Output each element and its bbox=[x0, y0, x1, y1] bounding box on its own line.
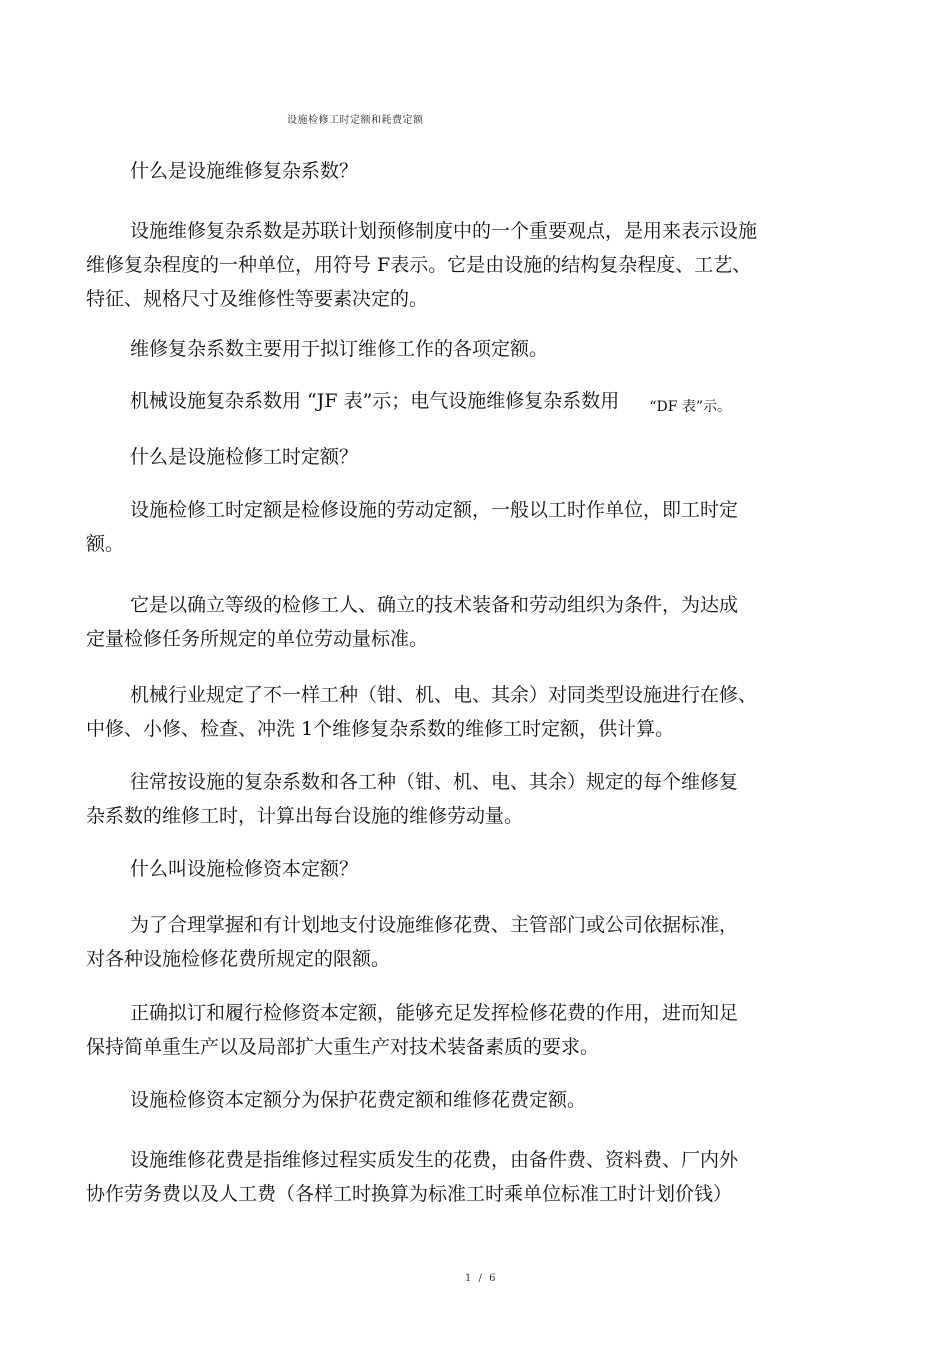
paragraph-maintenance-cost bbox=[86, 1143, 826, 1211]
paragraph-line: 机械行业规定了不一样工种（钳、机、电、其余）对同类型设施进行在修、 bbox=[130, 684, 758, 706]
paragraph-capital-role bbox=[86, 996, 826, 1064]
paragraph-line: 中修、小修、检查、冲洗 1个维修复杂系数的维修工时定额，供计算。 bbox=[86, 718, 675, 740]
paragraph-line: 什么叫设施检修资本定额？ bbox=[130, 858, 359, 880]
paragraph-line: 什么是设施检修工时定额？ bbox=[130, 446, 359, 468]
jf-text: 机械设施复杂系数用 “JF 表”示；电气设施维修复杂系数用 bbox=[130, 390, 620, 412]
paragraph-question-capital bbox=[86, 852, 826, 886]
paragraph-question-complexity bbox=[86, 154, 826, 188]
paragraph-capital-definition bbox=[86, 908, 826, 976]
paragraph-line: 设施维修花费是指维修过程实质发生的花费，由备件费、资料费、厂内外 bbox=[130, 1149, 739, 1171]
paragraph-line: 往常按设施的复杂系数和各工种（钳、机、电、其余）规定的每个维修复 bbox=[130, 771, 739, 793]
paragraph-line: 对各种设施检修花费所规定的限额。 bbox=[86, 948, 391, 970]
paragraph-question-worktime bbox=[86, 440, 826, 474]
paragraph-labor-calculation bbox=[86, 765, 826, 833]
paragraph-worktime-basis bbox=[86, 588, 826, 656]
paragraph-line: 杂系数的维修工时，计算出每台设施的维修劳动量。 bbox=[86, 805, 524, 827]
document-header: 设施检修工时定额和耗费定额 bbox=[287, 115, 424, 126]
page-number: 1 / 6 bbox=[465, 1273, 498, 1284]
paragraph-worktime-definition bbox=[86, 493, 826, 561]
paragraph-complexity-usage bbox=[86, 332, 826, 366]
paragraph-line: 设施检修工时定额是检修设施的劳动定额，一般以工时作单位，即工时定 bbox=[130, 499, 739, 521]
paragraph-complexity-definition bbox=[86, 214, 826, 316]
paragraph-line: 特征、规格尺寸及维修性等要素决定的。 bbox=[86, 288, 429, 310]
paragraph-line: 维修复杂程度的一种单位，用符号 F表示。它是由设施的结构复杂程度、工艺、 bbox=[86, 254, 752, 276]
paragraph-industry-rules bbox=[86, 678, 826, 746]
paragraph-line: 什么是设施维修复杂系数？ bbox=[130, 160, 359, 182]
paragraph-line: 维修复杂系数主要用于拟订维修工作的各项定额。 bbox=[130, 338, 549, 360]
paragraph-line: 保持简单重生产以及局部扩大重生产对技术装备素质的要求。 bbox=[86, 1036, 600, 1058]
paragraph-line: 额。 bbox=[86, 533, 125, 555]
paragraph-line: 为了合理掌握和有计划地支付设施维修花费、主管部门或公司依据标准， bbox=[130, 914, 739, 936]
paragraph-jf-df bbox=[86, 384, 826, 418]
paragraph-line: 协作劳务费以及人工费（各样工时换算为标准工时乘单位标准工时计划价钱） bbox=[86, 1183, 733, 1205]
paragraph-line bbox=[86, 384, 826, 418]
paragraph-line: 它是以确立等级的检修工人、确立的技术装备和劳动组织为条件，为达成 bbox=[130, 594, 739, 616]
paragraph-line: 正确拟订和履行检修资本定额，能够充足发挥检修花费的作用，进而知足 bbox=[130, 1002, 739, 1024]
paragraph-capital-types bbox=[86, 1083, 826, 1117]
paragraph-line: 定量检修任务所规定的单位劳动量标准。 bbox=[86, 628, 429, 650]
df-text: “DF 表”示。 bbox=[649, 399, 732, 415]
paragraph-line: 设施检修资本定额分为保护花费定额和维修花费定额。 bbox=[130, 1089, 587, 1111]
paragraph-line: 设施维修复杂系数是苏联计划预修制度中的一个重要观点，是用来表示设施 bbox=[130, 220, 758, 242]
